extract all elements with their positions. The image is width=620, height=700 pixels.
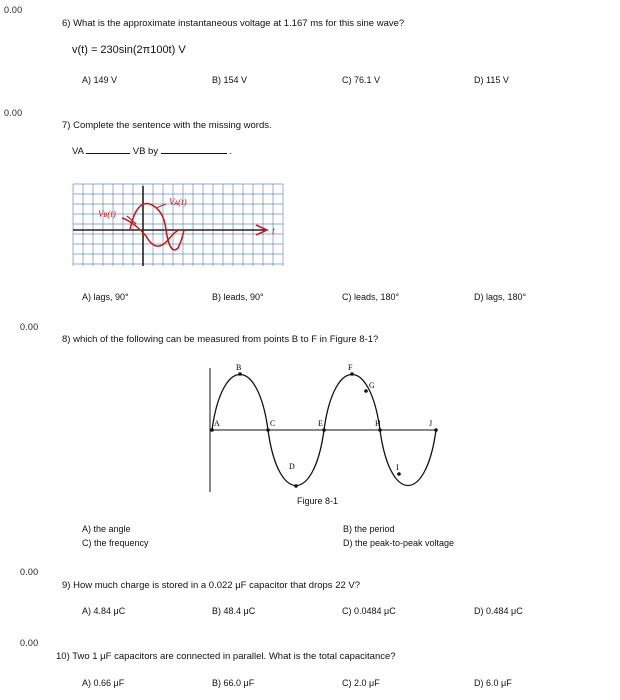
q8-option-a[interactable]: A) the angle bbox=[82, 524, 131, 534]
q8-point-f bbox=[350, 372, 354, 376]
q8-point-d bbox=[294, 484, 298, 488]
q8-label-i: I bbox=[396, 463, 399, 472]
q10-score: 0.00 bbox=[20, 638, 39, 648]
q6-option-d[interactable]: D) 115 V bbox=[474, 75, 509, 85]
q7-sentence-part1: VA bbox=[72, 146, 84, 157]
q8-point-h bbox=[378, 428, 382, 432]
q7-sentence-part2: VB by bbox=[132, 146, 159, 157]
q8-label-g: G bbox=[369, 381, 375, 390]
q7-waveform-figure bbox=[70, 176, 290, 268]
q8-label-c: C bbox=[270, 419, 276, 428]
q8-option-b[interactable]: B) the period bbox=[343, 524, 395, 534]
q9-option-d[interactable]: D) 0.484 μC bbox=[474, 606, 523, 616]
q8-figure-caption: Figure 8-1 bbox=[297, 496, 339, 506]
q8-label-a: A bbox=[214, 419, 220, 428]
q6-score: 0.00 bbox=[4, 5, 23, 15]
q7-va-pointer bbox=[156, 204, 166, 208]
q7-sentence-end: . bbox=[229, 146, 233, 157]
q7-option-c[interactable]: C) leads, 180° bbox=[342, 292, 400, 302]
q7-prompt: 7) Complete the sentence with the missing words. bbox=[62, 120, 272, 131]
q8-option-d[interactable]: D) the peak-to-peak voltage bbox=[343, 538, 455, 548]
q6-prompt: 6) What is the approximate instantaneous voltage at 1.167 ms for this sine wave? bbox=[62, 18, 405, 29]
q7-option-a[interactable]: A) lags, 90° bbox=[82, 292, 129, 302]
q8-point-a bbox=[210, 428, 214, 432]
q8-sine-figure bbox=[200, 362, 450, 494]
q7-va-label: Vᴀ(t) bbox=[169, 197, 187, 207]
q8-point-c bbox=[266, 428, 270, 432]
q7-t-label: t bbox=[272, 226, 275, 237]
q7-option-d[interactable]: D) lags, 180° bbox=[474, 292, 527, 302]
q8-label-h: H bbox=[375, 419, 381, 428]
q7-vb-wave bbox=[122, 218, 180, 246]
q9-score: 0.00 bbox=[20, 567, 39, 577]
q7-blank-2[interactable] bbox=[161, 153, 227, 154]
q8-score: 0.00 bbox=[20, 322, 39, 332]
q10-prompt: 10) Two 1 μF capacitors are connected in parallel. What is the total capacitance? bbox=[56, 651, 396, 662]
q10-option-b[interactable]: B) 66.0 μF bbox=[212, 678, 255, 688]
q7-sentence bbox=[72, 146, 232, 157]
q8-point-i bbox=[397, 472, 401, 476]
q7-vb-label: Vʙ(t) bbox=[98, 209, 116, 219]
q8-label-f: F bbox=[348, 363, 353, 372]
q9-prompt: 9) How much charge is stored in a 0.022 μF capacitor that drops 22 V? bbox=[62, 580, 361, 591]
q8-point-b bbox=[238, 372, 242, 376]
q8-point-g bbox=[364, 389, 368, 393]
q6-formula: v(t) = 230sin(2π100t) V bbox=[72, 44, 186, 56]
q9-option-c[interactable]: C) 0.0484 μC bbox=[342, 606, 396, 616]
q6-option-b[interactable]: B) 154 V bbox=[212, 75, 248, 85]
q10-option-d[interactable]: D) 6.0 μF bbox=[474, 678, 512, 688]
q7-blank-1[interactable] bbox=[86, 153, 130, 154]
q8-label-d: D bbox=[289, 462, 295, 471]
q8-option-c[interactable]: C) the frequency bbox=[82, 538, 149, 548]
q8-label-j: J bbox=[429, 419, 433, 428]
q8-point-e bbox=[322, 428, 326, 432]
q7-va-wave bbox=[130, 204, 184, 250]
q8-label-b: B bbox=[236, 363, 242, 372]
q7-score: 0.00 bbox=[4, 108, 23, 118]
q8-prompt: 8) which of the following can be measured from points B to F in Figure 8-1? bbox=[62, 334, 379, 345]
q10-option-c[interactable]: C) 2.0 μF bbox=[342, 678, 380, 688]
q8-label-e: E bbox=[318, 419, 323, 428]
q9-option-b[interactable]: B) 48.4 μC bbox=[212, 606, 256, 616]
q9-option-a[interactable]: A) 4.84 μC bbox=[82, 606, 126, 616]
q10-option-a[interactable]: A) 0.66 μF bbox=[82, 678, 125, 688]
q6-option-c[interactable]: C) 76.1 V bbox=[342, 75, 381, 85]
q8-point-j bbox=[434, 428, 438, 432]
q6-option-a[interactable]: A) 149 V bbox=[82, 75, 118, 85]
q7-option-b[interactable]: B) leads, 90° bbox=[212, 292, 264, 302]
